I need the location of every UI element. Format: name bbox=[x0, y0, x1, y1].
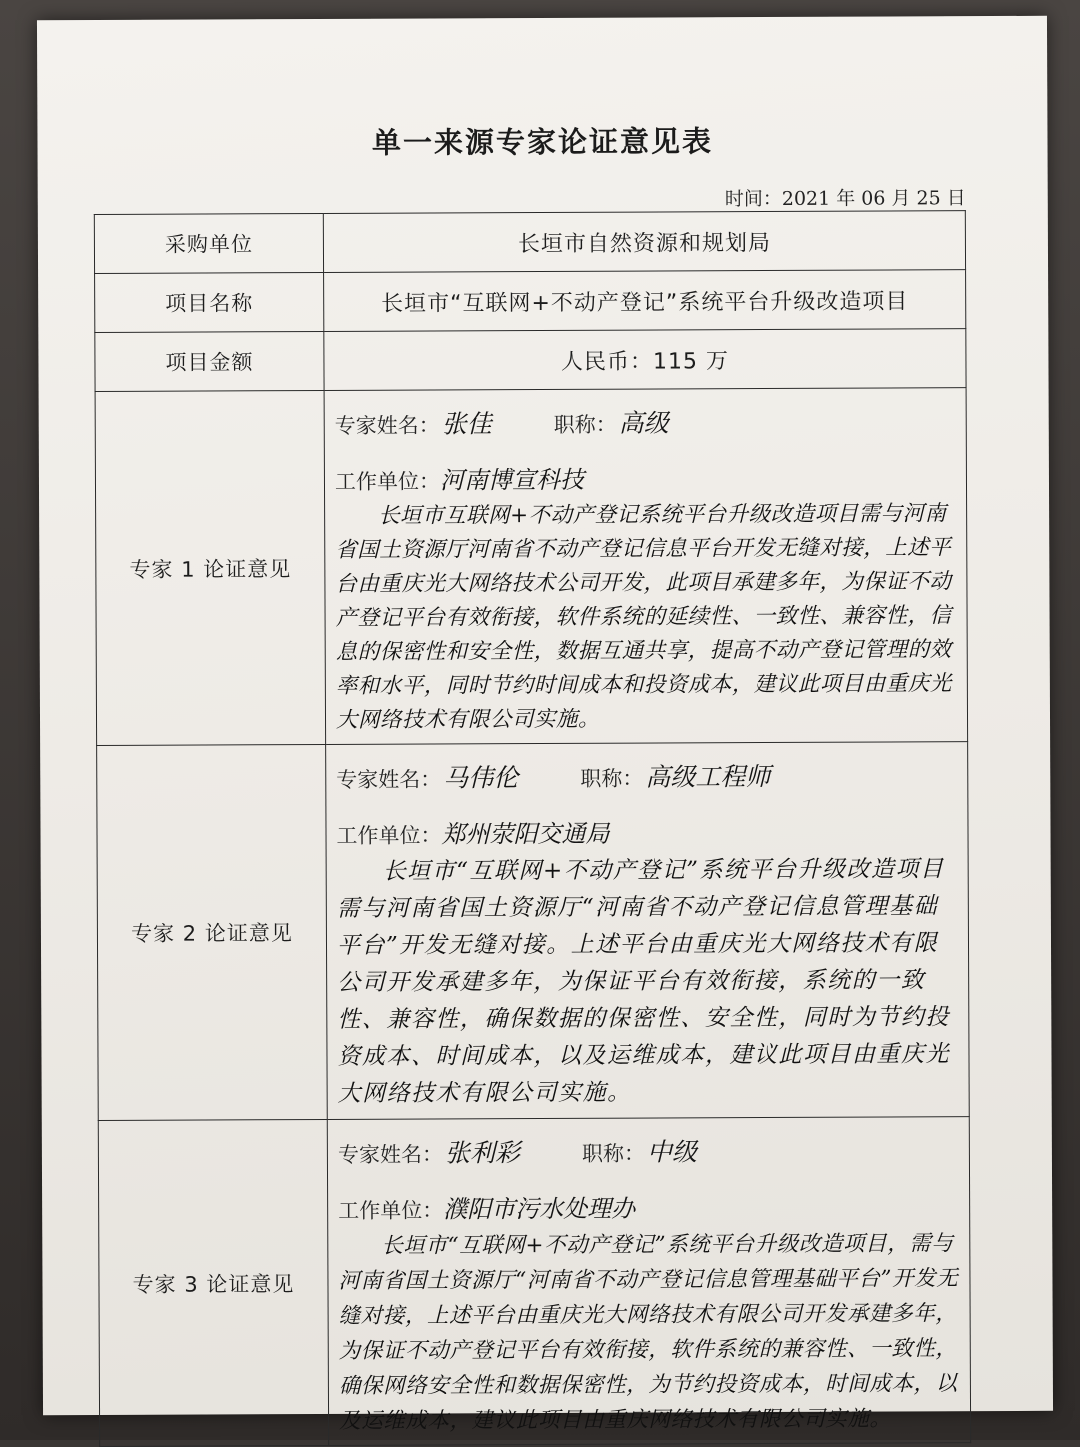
expert-3-name: 张利彩 bbox=[444, 1138, 520, 1168]
expert-2-opinion: 长垣市“互联网+不动产登记”系统平台升级改造项目需与河南省国土资源厅“河南省不动产登记信息管理基础平台”开发无缝对接。上述平台由重庆光大网络技术有限公司开发承建多年，为保证平台有效衔接，系统的一致性、兼容性，确保数据的保密性、安全性，同时为节约投资成本、时间成本，以及运维成本，建议此项目由重庆光大网络技术有限公司实施。 bbox=[336, 856, 951, 1107]
expert-3-row bbox=[98, 1117, 970, 1447]
expert-3-opinion: 长垣市“互联网+不动产登记”系统平台升级改造项目，需与河南省国土资源厅“河南省不动产登记信息管理基础平台”开发无缝对接，上述平台由重庆光大网络技术有限公司开发承建多年，为保证不动产登记平台有效衔接，软件系统的兼容性、一致性，确保网络安全性和数据保密性，为节约投资成本，时间成本，以及运维成本，建议此项目由重庆网络技术有限公司实施。 bbox=[338, 1231, 959, 1434]
expert-3-unit: 濮阳市污水处理办 bbox=[443, 1194, 636, 1224]
expert-2-title-label: 职称： bbox=[580, 766, 644, 791]
expert-1-unit-label: 工作单位： bbox=[334, 469, 441, 494]
expert-2-name-label: 专家姓名： bbox=[336, 767, 442, 792]
expert-1-name: 张佳 bbox=[441, 409, 492, 439]
expert-3-title: 中级 bbox=[646, 1137, 697, 1167]
expert-2-name: 马伟伦 bbox=[443, 763, 519, 793]
document-date: 时间：2021 年 06 月 25 日 bbox=[724, 187, 966, 211]
expert-2-unit-label: 工作单位： bbox=[336, 823, 442, 848]
purchaser-label: 采购单位 bbox=[94, 213, 323, 273]
project-name-value: 长垣市“互联网+不动产登记”系统平台升级改造项目 bbox=[324, 270, 966, 332]
purchaser-row bbox=[94, 211, 965, 274]
expert-1-content bbox=[324, 388, 968, 745]
expert-1-name-label: 专家姓名： bbox=[334, 413, 440, 438]
expert-2-content bbox=[326, 742, 970, 1120]
purchaser-value: 长垣市自然资源和规划局 bbox=[323, 211, 965, 273]
project-name-label: 项目名称 bbox=[95, 272, 324, 332]
paper-sheet bbox=[37, 16, 1053, 1434]
expert-3-unit-label: 工作单位： bbox=[338, 1198, 444, 1223]
expert-1-title-label: 职称： bbox=[553, 412, 617, 437]
expert-2-section-label: 专家 2 论证意见 bbox=[97, 744, 328, 1120]
project-name-row bbox=[95, 270, 966, 333]
expert-2-unit: 郑州荥阳交通局 bbox=[441, 819, 610, 849]
project-amount-row bbox=[95, 329, 966, 392]
project-amount-value: 人民币：115 万 bbox=[324, 329, 966, 391]
expert-2-title: 高级工程师 bbox=[645, 762, 771, 792]
document-title: 单一来源专家论证意见表 bbox=[371, 124, 714, 160]
expert-1-opinion: 长垣市互联网+不动产登记系统平台升级改造项目需与河南省国土资源厅河南省不动产登记信息平台开发无缝对接，上述平台由重庆光大网络技术公司开发，此项目承建多年，为保证不动产登记平台有效衔接，软件系统的延续性、一致性、兼容性，信息的保密性和安全性，数据互通共享，提高不动产登记管理的效率和水平，同时节约时间成本和投资成本，建议此项目由重庆光大网络技术有限公司实施。 bbox=[335, 501, 952, 733]
expert-3-title-label: 职称： bbox=[581, 1141, 645, 1166]
expert-3-content bbox=[327, 1117, 970, 1446]
expert-1-title: 高级 bbox=[618, 408, 669, 438]
project-amount-label: 项目金额 bbox=[95, 331, 324, 391]
expert-1-section-label: 专家 1 论证意见 bbox=[95, 390, 326, 745]
expert-1-row bbox=[95, 388, 968, 746]
expert-2-row bbox=[97, 742, 970, 1121]
expert-1-unit: 河南博宣科技 bbox=[439, 465, 585, 495]
expert-3-name-label: 专家姓名： bbox=[337, 1142, 443, 1167]
expert-3-section-label: 专家 3 论证意见 bbox=[98, 1119, 328, 1446]
expert-opinion-table bbox=[94, 210, 971, 1447]
